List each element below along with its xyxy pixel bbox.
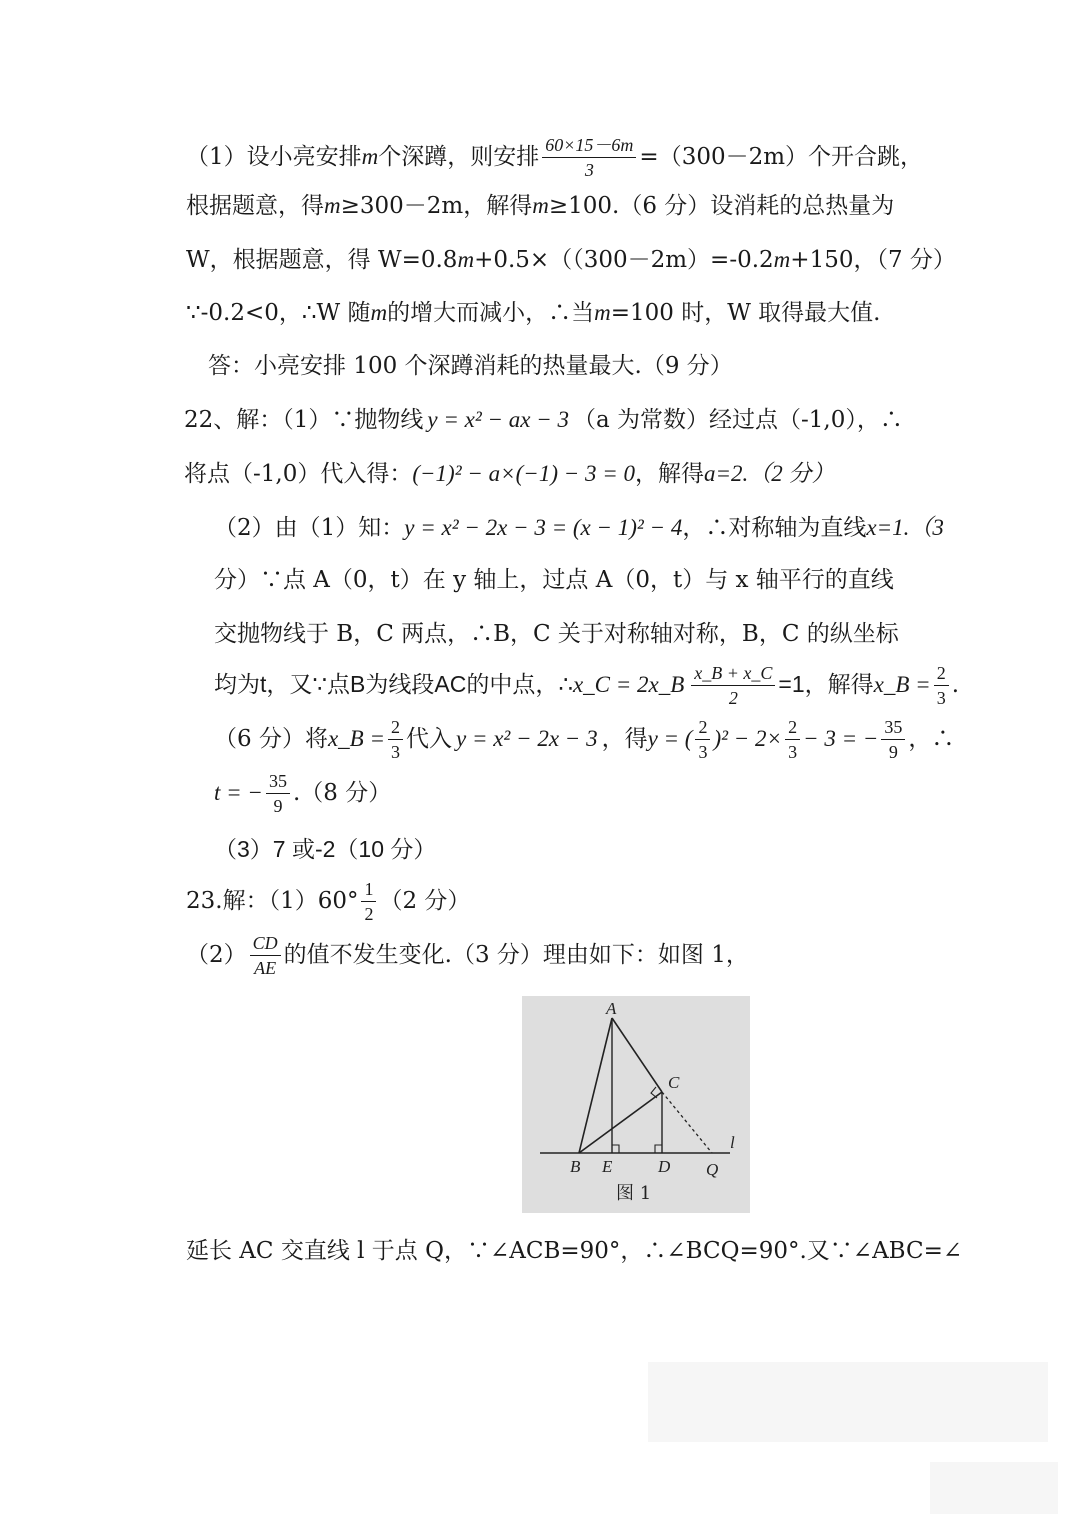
q22-line-2: 将点（-1,0）代入得：(−1)² − a×(−1) − 3 = 0，解得a=2.（2 分） [184,461,835,487]
figure-1 [522,996,750,1213]
fraction-60x15: $\frac{60\times 15-6m}{3}$ [542,136,636,180]
q21-line-2: 根据题意，得m≥300－2m，解得m≥100.（6 分）设消耗的总热量为 [186,193,895,219]
fraction-xb-plus-xc: $\frac{x\_B + x\_C}{2}$ [691,664,775,708]
q23-line-1: 23.解：（1）60° $\frac{1}{2}$ （2 分） [186,879,471,924]
q23-line-2: （2） $\frac{CD}{AE}$ 的值不发生变化.（3 分）理由如下：如图 1， [186,933,749,978]
label-d: D [658,1157,671,1176]
q21-line-4: ∵-0.2<0，∴W 随m的增大而减小，∴当m=100 时，W 取得最大值. [186,300,881,326]
q22-line-5: 交抛物线于 B，C 两点，∴B，C 关于对称轴对称，B，C 的纵坐标 [214,621,899,647]
q22-line-3: （2）由（1）知：y = x² − 2x − 3 = (x − 1)² − 4，∴对称轴为直线x=1.（3 [214,515,944,541]
label-c: C [668,1073,680,1092]
label-l: l [730,1133,735,1152]
q21-line-3: W，根据题意，得 W=0.8m+0.5×（（300－2m）=-0.2m+150，（7 分） [186,247,956,273]
fraction-cd-ae: $\frac{CD}{AE}$ [250,934,281,978]
q22-line-8: t = − $\frac{35}{9}$ .（8 分） [214,771,392,816]
segment-ac [612,1018,662,1092]
q22-line-1: 22、解：（1）∵抛物线 y = x² − ax − 3 （a 为常数）经过点（-1,0），∴ [184,407,903,433]
q22-line-7: （6 分）将x_B = $\frac{2}{3}$ 代入 y = x² − 2x − 3 ，得y = ( $\frac{2}{3}$ )² − 2× $\frac{2}{3}$ − 3 = − $\frac{35}{9}$ ，∴ [214,717,955,762]
q21-answer: 答：小亮安排 100 个深蹲消耗的热量最大.（9 分） [208,353,733,379]
scan-blemish [648,1362,1048,1442]
q21-line-1: （1）设小亮安排m个深蹲，则安排 $\frac{60\times 15-6m}{3}$ =（300－2m）个开合跳， [186,135,924,180]
q22-line-9: （3）7 或-2（10 分） [214,836,437,862]
label-q: Q [706,1160,719,1179]
segment-cq-dashed [662,1092,712,1153]
geometry-diagram [522,996,750,1213]
label-a: A [606,999,617,1018]
label-e: E [602,1157,613,1176]
fraction-35-9: $\frac{35}{9}$ [881,718,905,762]
label-b: B [570,1157,581,1176]
q23-last-line: 延长 AC 交直线 l 于点 Q，∵∠ACB=90°，∴∠BCQ=90°.又∵∠ABC=∠ [186,1238,963,1264]
scan-blemish [930,1462,1058,1514]
q22-line-6: 均为t，又∵点B为线段AC的中点，∴x_C = 2x_B $\frac{x\_B + x\_C}{2}$ =1，解得x_B = $\frac{2}{3}$ . [214,663,959,708]
fraction-one-half: $\frac{1}{2}$ [361,880,376,924]
q22-line-4: 分）∵点 A（0，t）在 y 轴上，过点 A（0，t）与 x 轴平行的直线 [214,567,894,593]
fraction-two-thirds: $\frac{2}{3}$ [934,664,949,708]
figure-caption: 图 1 [616,1183,652,1204]
